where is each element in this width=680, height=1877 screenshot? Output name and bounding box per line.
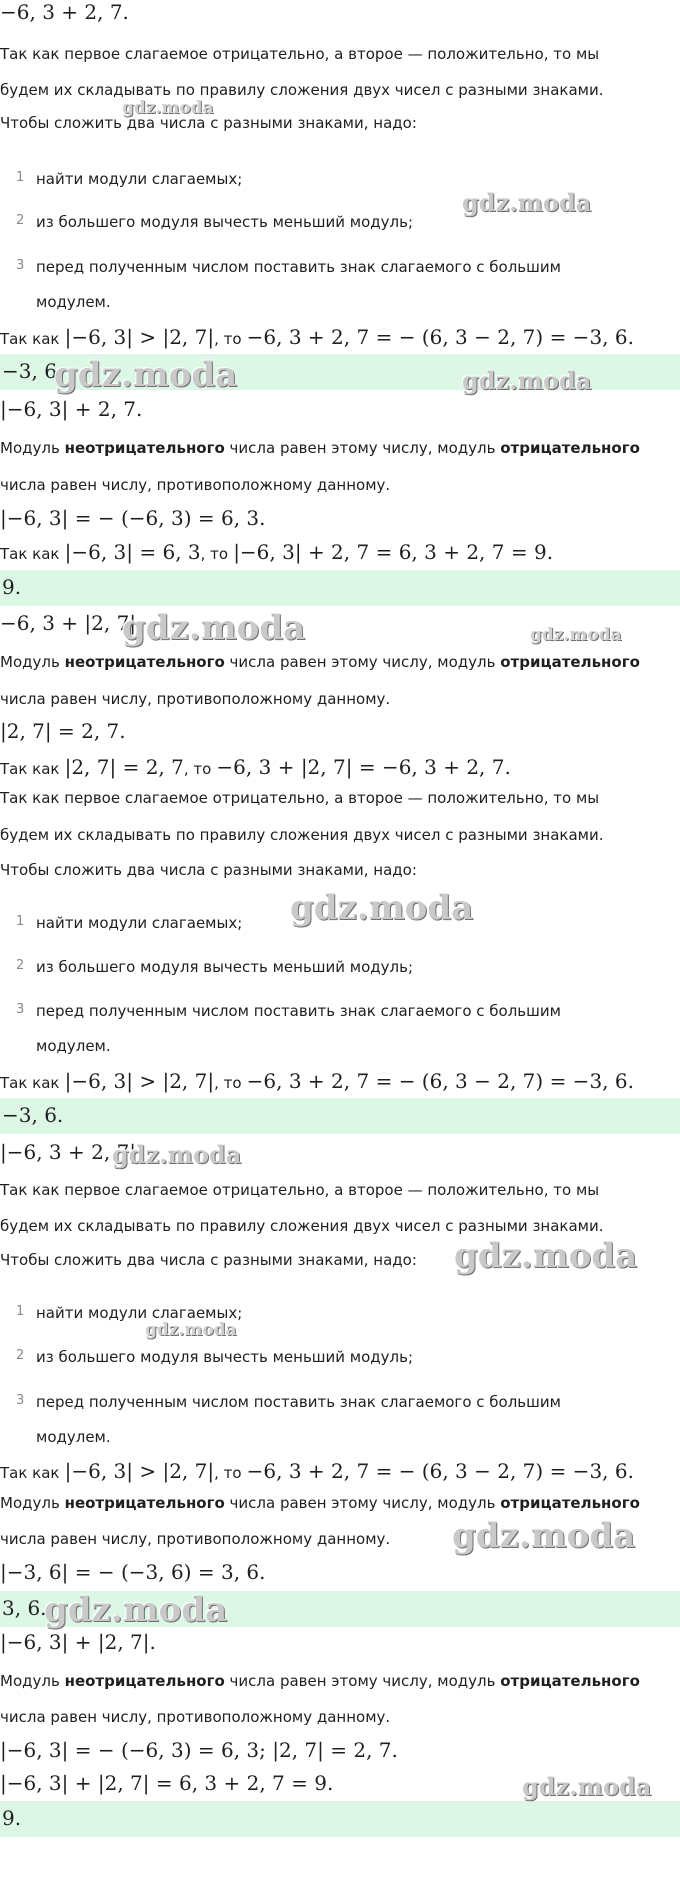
negative-word: отрицательного [500,1672,640,1690]
sum-eq-5: |−6, 3| + |2, 7| = 6, 3 + 2, 7 = 9. [0,1771,334,1795]
list-text: из большего модуля вычесть меньший модуль; [36,213,414,231]
since-condition: |−6, 3| > |2, 7| [64,1459,215,1483]
list-text: из большего модуля вычесть меньший модуль; [36,1348,414,1366]
list-number: 3 [16,258,25,273]
nonnegative-word: неотрицательного [64,439,225,457]
list-text: перед полученным числом поставить знак слагаемого с большим [36,258,561,276]
text-how-to-add: Чтобы сложить два числа с разными знаками, надо: [0,1251,417,1269]
answer: −3, 6. [2,1103,64,1127]
list-number: 1 [16,1304,25,1319]
watermark: gdz.moda [290,888,474,928]
list-number: 1 [16,914,25,929]
modulus-mid: числа равен этому числу, модуль [229,439,496,457]
answer: 9. [2,575,22,599]
modulus-rule-a [0,438,680,458]
modulus-rule-b: числа равен числу, противоположному данному. [0,476,391,494]
since-result: −6, 3 + |2, 7| = −6, 3 + 2, 7. [216,755,511,779]
list-text: из большего модуля вычесть меньший модуль; [36,958,414,976]
list-text: модулем. [36,1428,111,1446]
since-line-2 [0,540,680,564]
modulus-eq-4: |−3, 6| = − (−3, 6) = 3, 6. [0,1560,266,1584]
watermark: gdz.moda [462,188,592,217]
answer: 3, 6. [2,1596,47,1620]
modulus-rule-a [0,1671,680,1691]
nonnegative-word: неотрицательного [64,1672,225,1690]
answer: 9. [2,1806,22,1830]
since-condition: |−6, 3| = 6, 3 [64,540,201,564]
list-text: модулем. [36,1037,111,1055]
since-condition: |2, 7| = 2, 7 [64,755,184,779]
since-line-1 [0,325,680,349]
text-signs-differ: Так как первое слагаемое отрицательно, а второе — положительно, то мы [0,45,600,63]
list-number: 2 [16,213,25,228]
modulus-eq-2: |−6, 3| = − (−6, 3) = 6, 3. [0,506,266,530]
watermark: gdz.moda [44,1590,228,1630]
modulus-eq-5: |−6, 3| = − (−6, 3) = 6, 3; |2, 7| = 2, 7. [0,1738,398,1762]
expression-3: −6, 3 + |2, 7|. [0,611,143,635]
text-signs-differ: Так как первое слагаемое отрицательно, а второе — положительно, то мы [0,1181,600,1199]
watermark: gdz.moda [530,625,622,645]
since-result: −6, 3 + 2, 7 = − (6, 3 − 2, 7) = −3, 6. [246,1459,634,1483]
since-result: |−6, 3| + 2, 7 = 6, 3 + 2, 7 = 9. [233,540,554,564]
since-condition: |−6, 3| > |2, 7| [64,325,215,349]
text-how-to-add: Чтобы сложить два числа с разными знаками, надо: [0,861,417,879]
list-number: 3 [16,1393,25,1408]
list-number: 2 [16,958,25,973]
since-label: Так как [0,545,60,563]
text-signs-rule: будем их складывать по правилу сложения двух чисел с разными знаками. [0,1217,604,1235]
expression-4: |−6, 3 + 2, 7|. [0,1140,143,1164]
since-label: Так как [0,330,60,348]
expression-2: |−6, 3| + 2, 7. [0,397,143,421]
modulus-mid: числа равен этому числу, модуль [229,1494,496,1512]
modulus-word: Модуль [0,1494,60,1512]
since-label: Так как [0,760,60,778]
watermark: gdz.moda [54,355,238,395]
watermark: gdz.moda [454,1236,638,1276]
watermark: gdz.moda [452,1516,636,1556]
watermark: gdz.moda [112,1140,242,1169]
watermark: gdz.moda [522,1772,652,1801]
since-result: −6, 3 + 2, 7 = − (6, 3 − 2, 7) = −3, 6. [246,1069,634,1093]
text-signs-differ: Так как первое слагаемое отрицательно, а второе — положительно, то мы [0,789,600,807]
since-line-4 [0,1459,680,1483]
modulus-word: Модуль [0,1672,60,1690]
list-number: 1 [16,170,25,185]
list-text: найти модули слагаемых; [36,170,243,188]
modulus-rule-a [0,1493,680,1513]
modulus-mid: числа равен этому числу, модуль [229,653,496,671]
answer-row-3 [0,1098,680,1134]
since-line-3b [0,1069,680,1093]
nonnegative-word: неотрицательного [64,653,225,671]
modulus-rule-b: числа равен числу, противоположному данному. [0,1530,391,1548]
list-text: найти модули слагаемых; [36,914,243,932]
list-text: перед полученным числом поставить знак слагаемого с большим [36,1393,561,1411]
then-label: , то [214,1074,242,1092]
then-label: , то [200,545,229,563]
modulus-eq-3: |2, 7| = 2, 7. [0,719,126,743]
negative-word: отрицательного [500,1494,640,1512]
watermark: gdz.moda [145,1320,237,1340]
answer: −3, 6. [2,359,64,383]
nonnegative-word: неотрицательного [64,1494,225,1512]
since-condition: |−6, 3| > |2, 7| [64,1069,215,1093]
list-number: 3 [16,1002,25,1017]
answer-row-5 [0,1801,680,1837]
modulus-rule-b: числа равен числу, противоположному данному. [0,690,391,708]
modulus-word: Модуль [0,653,60,671]
since-result: −6, 3 + 2, 7 = − (6, 3 − 2, 7) = −3, 6. [246,325,634,349]
watermark: gdz.moda [122,608,306,648]
answer-row-2 [0,570,680,606]
expression-5: |−6, 3| + |2, 7|. [0,1630,156,1654]
watermark: gdz.moda [462,366,592,395]
text-how-to-add: Чтобы сложить два числа с разными знаками, надо: [0,114,417,132]
since-label: Так как [0,1464,60,1482]
since-line-3 [0,755,680,779]
then-label: , то [214,330,242,348]
text-signs-rule: будем их складывать по правилу сложения двух чисел с разными знаками. [0,826,604,844]
since-label: Так как [0,1074,60,1092]
list-text: перед полученным числом поставить знак слагаемого с большим [36,1002,561,1020]
list-text: модулем. [36,293,111,311]
modulus-rule-a [0,652,680,672]
modulus-mid: числа равен этому числу, модуль [229,1672,496,1690]
list-number: 2 [16,1348,25,1363]
modulus-rule-b: числа равен числу, противоположному данному. [0,1708,391,1726]
then-label: , то [183,760,212,778]
negative-word: отрицательного [500,439,640,457]
modulus-word: Модуль [0,439,60,457]
list-text: найти модули слагаемых; [36,1304,243,1322]
negative-word: отрицательного [500,653,640,671]
text-signs-rule: будем их складывать по правилу сложения двух чисел с разными знаками. [0,81,604,99]
then-label: , то [214,1464,242,1482]
expression-1: −6, 3 + 2, 7. [0,0,129,24]
watermark: gdz.moda [122,98,214,118]
